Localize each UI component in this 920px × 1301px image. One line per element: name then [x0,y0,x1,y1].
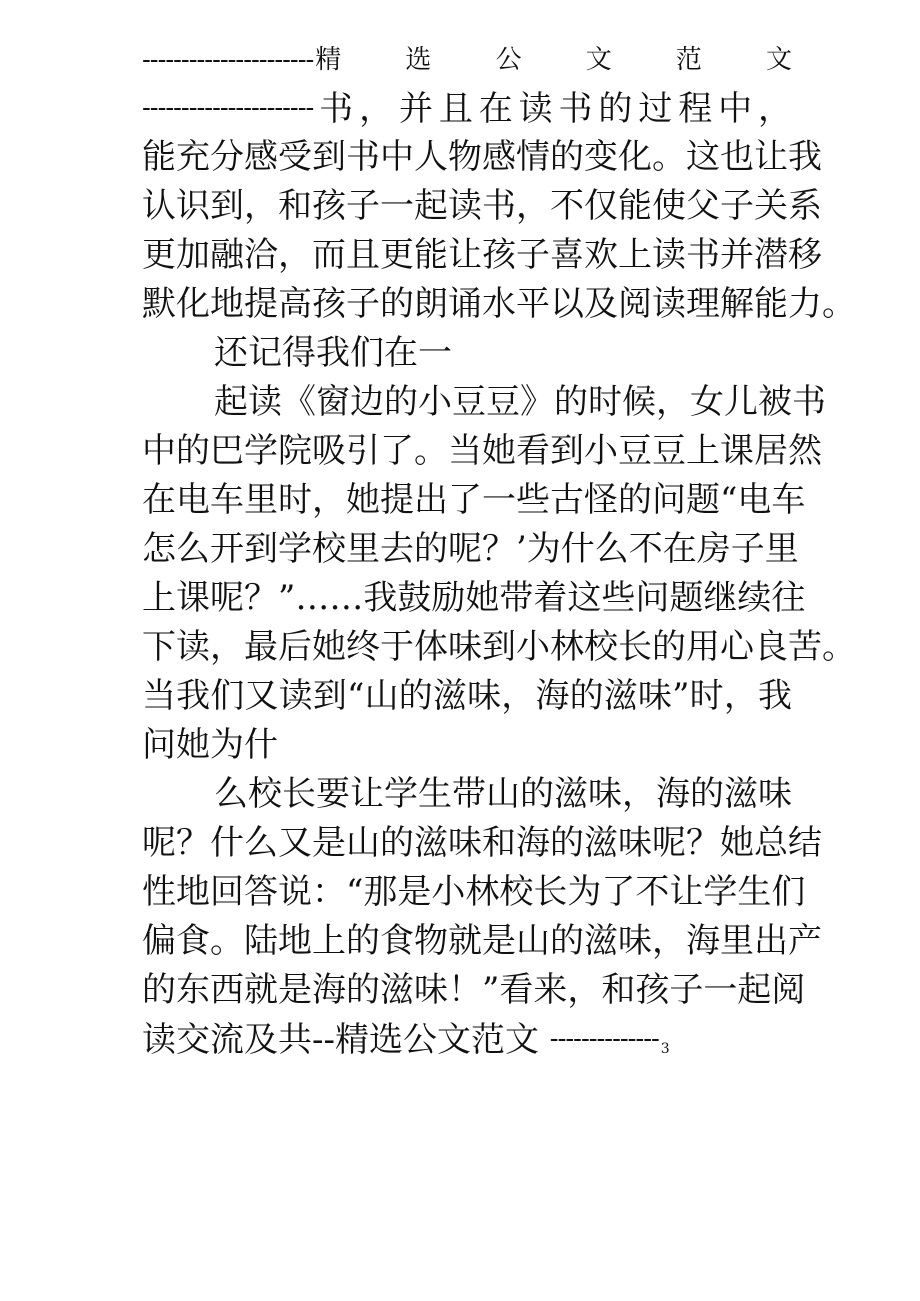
text-line: 认识到，和孩子一起读书，不仅能使父子关系 [142,186,822,226]
text-line: 还记得我们在一 [214,333,452,373]
page-header [142,42,792,78]
page-number: 3 [660,1041,670,1057]
header-title-char: 文 [585,45,612,75]
header-title-char: 文 [765,45,792,75]
text-line [142,1015,792,1064]
text-line: 下读，最后她终于体味到小林校长的用心良苦。 [142,627,856,667]
text-line: 当我们又读到“山的滋味，海的滋味”时，我 [142,676,792,716]
header-title-char: 公 [495,45,522,75]
footer-dashes: -------------- [549,1024,659,1054]
text-line: 在电车里时，她提出了一些古怪的问题“电车 [142,480,806,520]
text-line: 中的巴学院吸引了。当她看到小豆豆上课居然 [142,431,822,471]
text-line: 能充分感受到书中人物感情的变化。这也让我 [142,137,822,177]
text-line: 问她为什 [142,725,278,765]
text-line: 上课呢？”……我鼓励她带着这些问题继续往 [142,578,806,618]
line-text: 书，并且在读书的过程中， [313,89,792,129]
text-line: 更加融洽，而且更能让孩子喜欢上读书并潜移 [142,235,822,275]
text-line: 起读《窗边的小豆豆》的时候，女儿被书 [214,382,826,422]
header-title-char: 范 [675,45,702,75]
document-body [142,84,856,1064]
text-line: 默化地提高孩子的朗诵水平以及阅读理解能力。 [142,284,856,324]
header-title-char: 精 [315,45,342,75]
line-text: 读交流及共--精选公文范文 [142,1020,550,1060]
header-dashes: ---------------------- [142,45,314,75]
line-dashes: ---------------------- [142,93,314,123]
text-line: 的东西就是海的滋味！”看来，和孩子一起阅 [142,970,806,1010]
text-line: 性地回答说：“那是小林校长为了不让学生们 [142,872,806,912]
text-line [142,84,792,133]
text-line: 偏食。陆地上的食物就是山的滋味，海里出产 [142,921,822,961]
text-line: 怎么开到学校里去的呢？’为什么不在房子里 [142,529,799,569]
header-title [313,42,792,78]
header-title-char: 选 [405,45,432,75]
text-line: 呢？什么又是山的滋味和海的滋味呢？她总结 [142,823,822,863]
text-line: 么校长要让学生带山的滋味，海的滋味 [214,774,792,814]
